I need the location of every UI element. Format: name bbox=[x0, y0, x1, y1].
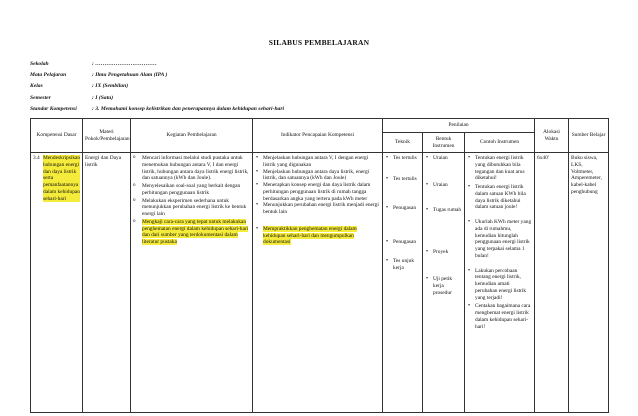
list-item bbox=[425, 155, 462, 162]
table-row bbox=[31, 153, 609, 413]
contoh-text: Centakan bagaimana cara menghemat energi listrik dalam kehidupan sehari-hari! bbox=[475, 303, 531, 330]
cell-bentuk-instrumen bbox=[423, 153, 465, 413]
meta-label: Sekolah bbox=[30, 60, 49, 67]
list-item bbox=[385, 239, 420, 246]
meta-row-mata-pelajaran bbox=[30, 69, 284, 80]
bentuk-text: Uraian bbox=[433, 181, 448, 188]
indikator-text: Menunjukkan perubahan energi listrik menjadi energi bentuk lain bbox=[263, 202, 379, 215]
list-item bbox=[133, 183, 250, 197]
meta-value: : IX (Sembilan) bbox=[92, 83, 129, 90]
bentuk-text: Uraian bbox=[433, 155, 448, 161]
list-item bbox=[425, 182, 462, 189]
teknik-text: Penugasan bbox=[393, 204, 417, 211]
kegiatan-text: Menyelesaikan soal-soal yang berkait dengan perhitungan penggunaan listrik bbox=[142, 183, 241, 196]
list-item bbox=[425, 249, 462, 256]
list-item bbox=[385, 205, 420, 212]
cell-teknik bbox=[383, 153, 423, 413]
list-item bbox=[467, 155, 532, 182]
teknik-text: Tes tertulis bbox=[393, 175, 417, 182]
teknik-text: Tes unjuk kerja bbox=[393, 258, 415, 271]
meta-label: Mata Pelajaran bbox=[30, 72, 67, 79]
header-indikator: Indikator Pencapaian Kompetensi bbox=[253, 119, 383, 153]
list-item bbox=[133, 219, 250, 246]
list-item bbox=[255, 226, 380, 246]
document-title: SILABUS PEMBELAJARAN bbox=[268, 38, 370, 47]
header-alokasi-waktu: Alokasi Waktu bbox=[535, 119, 569, 153]
bentuk-text: Tugas rumah bbox=[433, 206, 462, 213]
meta-label: Semester bbox=[30, 94, 51, 101]
contoh-text: Tentukan energi listrik yang dibutuhkan bila tegangan dan kuat arus diketahui! bbox=[475, 155, 525, 182]
contoh-text: Ukurlah KWh meter yang ada di rumahmu, kemudian hitunglah penggunaan energi listrik yang terpakai selama 1 bulan! bbox=[475, 219, 532, 259]
cell-sumber-belajar: Buku siswa, LKS, Voltmeter, Amperemeter, kabel-kabel penghubung bbox=[569, 153, 609, 413]
list-item bbox=[425, 207, 462, 214]
list-item bbox=[255, 155, 380, 169]
header-sumber-belajar: Sumber Belajar bbox=[569, 119, 609, 153]
list-item bbox=[467, 268, 532, 302]
teknik-text: Penugasan bbox=[393, 239, 417, 246]
meta-value: : Ilmu Pengetahuan Alam (IPA ) bbox=[92, 72, 168, 79]
meta-row-sekolah bbox=[30, 58, 284, 69]
bentuk-text: Uji petik kerja prosedur bbox=[433, 276, 453, 296]
kegiatan-text: Mencari informasi melalui studi pustaka untuk menemukan hubungan antara V, I dan energi listrik, hubungan antara daya listrik energi listrik, dan satuannya (kWh dan Joule). bbox=[142, 155, 249, 182]
contoh-text: Tentukan energi listrik dalam satuan KWh bila daya listrik diketahui dalam satuan joule! bbox=[475, 184, 526, 211]
list-item bbox=[385, 258, 420, 272]
meta-value: : I (Satu) bbox=[92, 94, 114, 101]
header-materi-pokok: Materi Pokok/Pembelajaran bbox=[83, 119, 131, 153]
list-item bbox=[255, 169, 380, 183]
list-item bbox=[385, 155, 420, 162]
list-item bbox=[425, 276, 462, 296]
list-item bbox=[255, 202, 380, 216]
cell-alokasi-waktu: 6x40' bbox=[535, 153, 569, 413]
syllabus-table bbox=[30, 118, 609, 413]
cell-indikator bbox=[253, 153, 383, 413]
bentuk-text: Proyek bbox=[433, 249, 449, 256]
list-item bbox=[133, 155, 250, 182]
indikator-text: Menerapkan konsep energi dan daya listrik dalam perhitungan penggunaan listrik di rumah tangga berdasarkan angka yang tertera pada kWh meter bbox=[263, 182, 371, 202]
header-kegiatan: Kegiatan Pembelajaran bbox=[131, 119, 253, 153]
header-kompetensi-dasar: Kompetensi Dasar bbox=[31, 119, 83, 153]
list-item bbox=[467, 219, 532, 260]
teknik-text: Tes tertulis bbox=[393, 155, 417, 161]
list-item bbox=[467, 303, 532, 330]
indikator-text: Menjelaskan hubungan antara daya listrik, energi listrik, dan satuannya (kWh dan Joule) bbox=[263, 168, 370, 182]
meta-label: Kelas bbox=[30, 83, 43, 90]
list-item bbox=[385, 176, 420, 183]
meta-value: : …………………………… bbox=[92, 60, 157, 67]
kd-number: 3.4 bbox=[33, 155, 40, 161]
header-bentuk-instrumen: Bentuk Instrumen bbox=[423, 133, 465, 153]
kd-text: Mendeskripsikan hubungan energi dan daya listrik serta pemanfaatannya dalam kehidupan sehari-hari bbox=[43, 155, 81, 202]
cell-materi: Energi dan Daya listrik bbox=[83, 153, 131, 413]
meta-row-semester bbox=[30, 92, 284, 103]
indikator-text: Menjelaskan hubungan antara V, I dengan energi listrik yang digunakan bbox=[263, 155, 369, 168]
cell-kegiatan bbox=[131, 153, 253, 413]
meta-row-kelas bbox=[30, 81, 284, 92]
list-item bbox=[467, 184, 532, 211]
header-teknik: Teknik bbox=[383, 133, 423, 153]
identity-block bbox=[30, 58, 284, 115]
meta-label: Standar Kompetensi bbox=[30, 106, 77, 113]
cell-contoh-instrumen bbox=[465, 153, 535, 413]
kegiatan-text: Melakukan eksperimen sederhana untuk menunjukkan perubahan energi listrik ke bentuk energi lain bbox=[142, 197, 247, 217]
kegiatan-text: Mengkaji cara-cara yang tepat untuk melakukan penghematan energi dalam kehidupan sehari-hari dan dari sumber yang terdokumentasi dalam literatur pustaka bbox=[142, 218, 249, 245]
header-penilaian: Penilaian bbox=[383, 119, 535, 133]
header-contoh-instrumen: Contoh Instrumen bbox=[465, 133, 535, 153]
meta-row-standar-kompetensi bbox=[30, 104, 284, 115]
cell-kompetensi-dasar bbox=[31, 153, 83, 413]
list-item bbox=[133, 198, 250, 218]
meta-value: : 3. Memahami konsep kelistrikan dan penerapannya dalam kehidupan sehari-hari bbox=[92, 106, 285, 113]
indikator-text: Mempraktikkan penghematan energi dalam kehidupan sehari-hari dan mengumpulkan dokumentasi bbox=[263, 225, 357, 246]
contoh-text: Lakukan percobaan tentang energi listrik, kemudian amati perubahan energi listrik yang terjadi! bbox=[475, 267, 527, 301]
list-item bbox=[255, 182, 380, 202]
